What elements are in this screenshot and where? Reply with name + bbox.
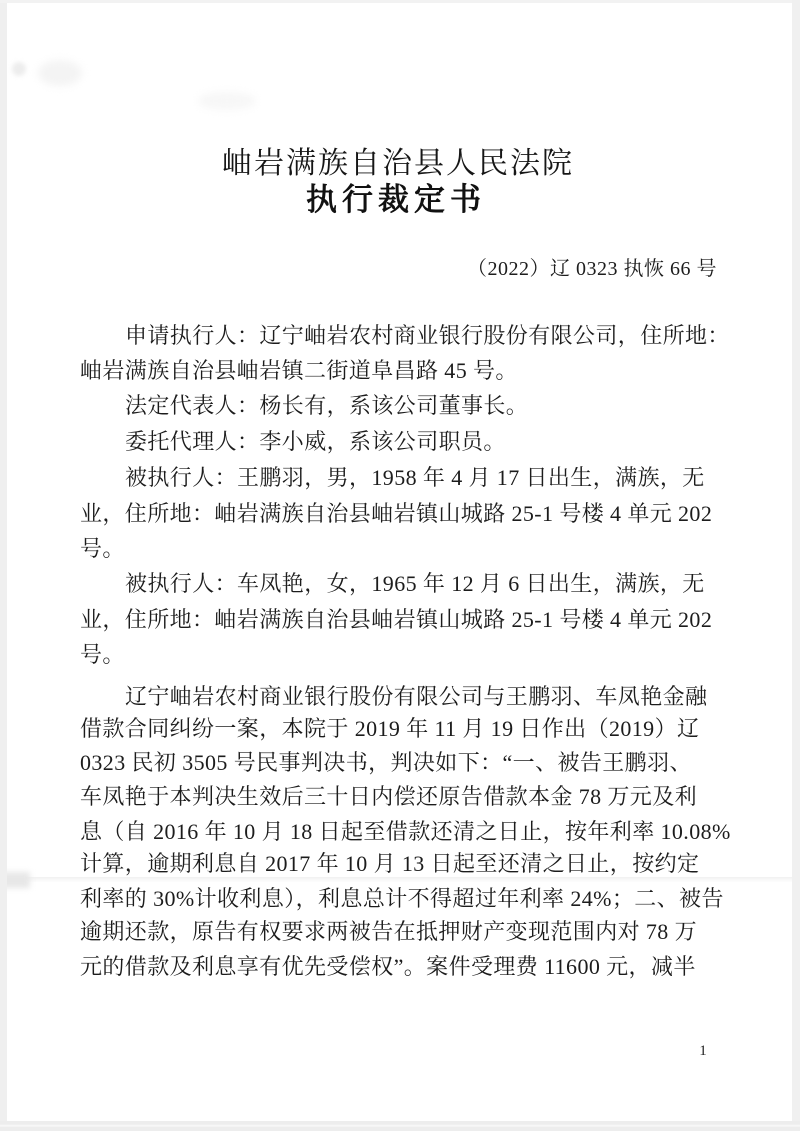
scan-edge-bottom [0,1121,800,1131]
body-line: 逾期还款，原告有权要求两被告在抵押财产变现范围内对 78 万 [80,919,698,944]
page-number: 1 [699,1043,707,1059]
document-type-title: 执行裁定书 [306,182,486,217]
scan-edge-left [0,0,7,1131]
body-line: 利率的 30%计收利息），利息总计不得超过年利率 24%；二、被告 [80,886,724,911]
body-line: 车凤艳于本判决生效后三十日内偿还原告借款本金 78 万元及利 [80,784,698,809]
body-line: 计算，逾期利息自 2017 年 10 月 13 日起至还清之日止，按约定 [80,851,700,876]
scan-smudge [198,92,256,110]
scan-edge-right [792,0,800,1131]
body-line: 号。 [80,536,125,561]
scan-smudge [38,60,82,86]
body-line: 申请执行人：辽宁岫岩农村商业银行股份有限公司，住所地： [125,323,730,348]
body-line: 借款合同纠纷一案，本院于 2019 年 11 月 19 日作出（2019）辽 [80,716,700,741]
case-number: （2022）辽 0323 执恢 66 号 [467,258,717,280]
body-line: 业，住所地：岫岩满族自治县岫岩镇山城路 25-1 号楼 4 单元 202 [80,607,713,632]
body-line: 辽宁岫岩农村商业银行股份有限公司与王鹏羽、车凤艳金融 [125,684,708,709]
court-name-title: 岫岩满族自治县人民法院 [222,147,574,180]
body-line: 被执行人：车凤艳，女，1965 年 12 月 6 日出生，满族，无 [125,571,705,596]
body-line: 被执行人：王鹏羽，男，1958 年 4 月 17 日出生，满族，无 [125,465,705,490]
scan-smudge [12,62,26,76]
body-line: 元的借款及利息享有优先受偿权”。案件受理费 11600 元，减半 [80,954,696,979]
body-line: 岫岩满族自治县岫岩镇二街道阜昌路 45 号。 [80,358,518,383]
body-line: 法定代表人：杨长有，系该公司董事长。 [125,393,529,418]
body-line: 业，住所地：岫岩满族自治县岫岩镇山城路 25-1 号楼 4 单元 202 [80,501,713,526]
body-line: 委托代理人：李小威，系该公司职员。 [125,429,506,454]
body-line: 号。 [80,642,125,667]
body-line: 0323 民初 3505 号民事判决书，判决如下：“一、被告王鹏羽、 [80,750,692,775]
body-line: 息（自 2016 年 10 月 18 日起至借款还清之日止，按年利率 10.08% [80,819,731,844]
scan-edge-top [0,0,800,3]
